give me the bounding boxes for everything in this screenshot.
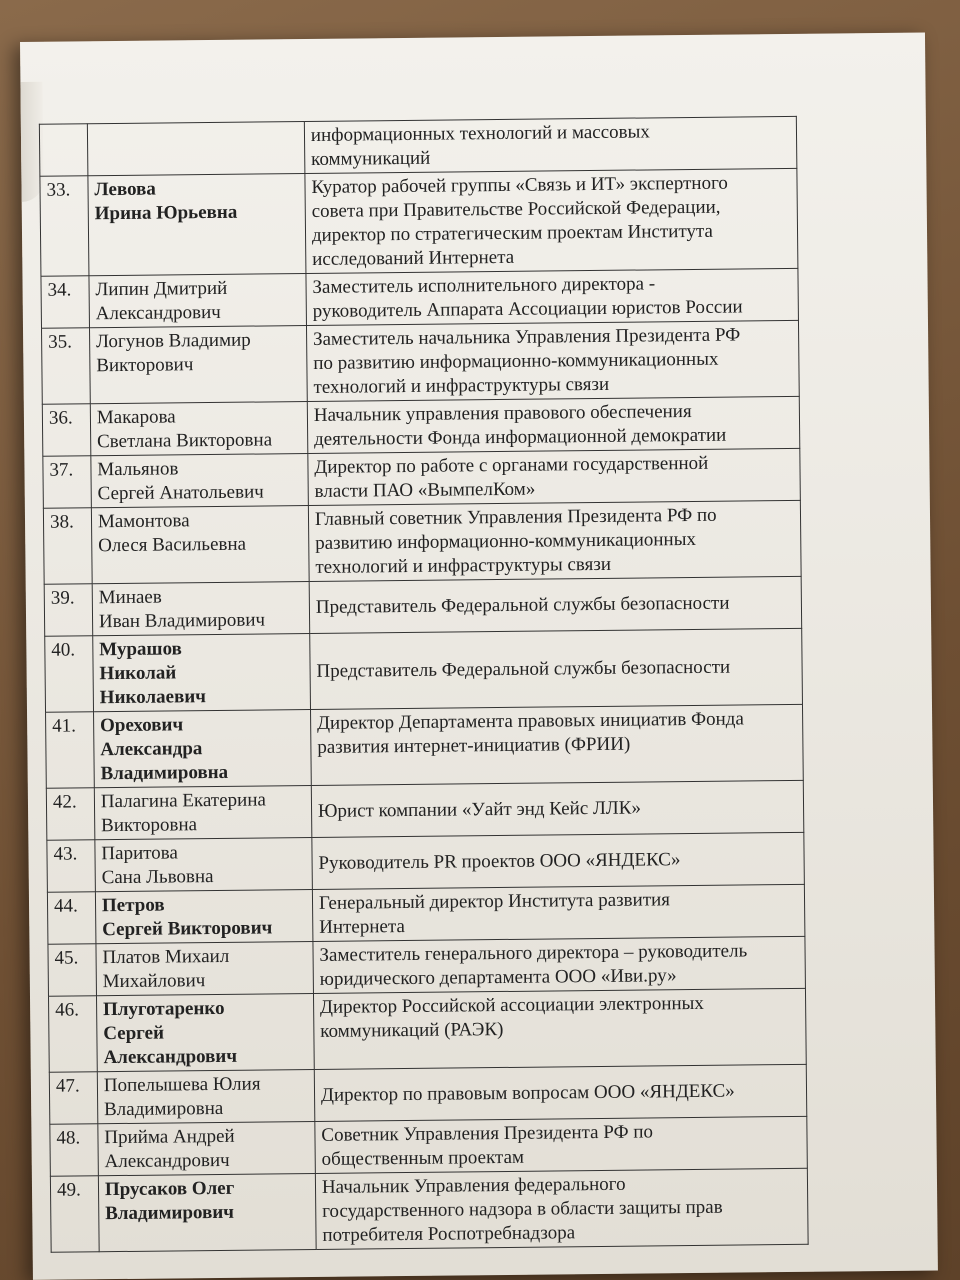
table-row xyxy=(47,884,805,944)
table-row xyxy=(50,1116,808,1176)
member-name-line: Олеся Васильевна xyxy=(98,533,247,557)
member-name-line: Сергей Анатольевич xyxy=(97,481,264,505)
member-position xyxy=(312,832,805,889)
member-name-line: Левова xyxy=(94,178,156,201)
member-position xyxy=(308,500,801,581)
member-position-line: информационных технологий и массовых xyxy=(310,121,650,146)
member-name xyxy=(91,506,309,584)
member-position-line: Начальник Управления федерального xyxy=(321,1173,626,1198)
row-number: 40. xyxy=(45,636,94,712)
member-position-line: технологий и инфраструктуры связи xyxy=(313,373,610,398)
member-name xyxy=(96,941,314,995)
table-row xyxy=(41,268,799,328)
member-position-line: Директор Департамента правовых инициатив Фонда xyxy=(316,708,744,734)
member-position-line: общественным проектам xyxy=(321,1146,525,1170)
member-name xyxy=(98,1173,316,1251)
member-name xyxy=(87,122,305,176)
member-name xyxy=(98,1121,316,1175)
member-position-line: Директор по работе с органами государственной xyxy=(314,452,709,478)
members-table-body xyxy=(39,116,808,1252)
member-name-line: Палагина Екатерина xyxy=(100,789,266,813)
member-name-line: Владимировна xyxy=(103,1097,224,1121)
member-name xyxy=(97,1069,315,1123)
member-position-line: Советник Управления Президента РФ по xyxy=(321,1121,654,1146)
table-row xyxy=(39,116,797,176)
member-name-line: Минаев xyxy=(98,586,162,609)
member-name-line: Логунов Владимир xyxy=(95,329,251,353)
member-name-line: Александрович xyxy=(103,1045,238,1069)
row-number: 49. xyxy=(50,1176,99,1252)
member-position-line: потребителя Роспотребнадзора xyxy=(322,1222,576,1246)
table-row xyxy=(40,168,798,276)
member-name xyxy=(96,993,314,1071)
row-number: 39. xyxy=(44,584,92,636)
member-name xyxy=(90,402,308,456)
member-name-line: Паритова xyxy=(101,842,179,865)
member-name-line: Прийма Андрей xyxy=(104,1125,235,1149)
member-name xyxy=(95,889,313,943)
member-position xyxy=(315,1116,808,1173)
member-position xyxy=(306,268,799,325)
member-name-line: Платов Михаил xyxy=(102,945,230,969)
member-position-line: Начальник управления правового обеспечения xyxy=(313,400,692,426)
member-position-line: Главный советник Управления Президента РФ по xyxy=(314,504,717,530)
member-position-line: Генеральный директор Института развития xyxy=(318,889,671,914)
member-name xyxy=(91,454,309,508)
member-name xyxy=(93,709,311,787)
member-name-line: Петров xyxy=(101,894,165,917)
member-position-line: Заместитель начальника Управления Президента РФ xyxy=(312,324,741,350)
member-name-line: Владимирович xyxy=(105,1201,235,1225)
member-position-line: Директор Российской ассоциации электронных xyxy=(319,992,704,1018)
member-position-line: по развитию информационно-коммуникационных xyxy=(313,348,719,374)
member-position-line: Заместитель исполнительного директора - xyxy=(312,273,656,298)
member-name-line: Сана Львовна xyxy=(101,866,214,889)
member-position xyxy=(305,168,798,273)
member-name-line: Николаевич xyxy=(99,686,207,709)
member-position-line: деятельности Фонда информационной демократии xyxy=(313,424,727,450)
table-row xyxy=(44,576,802,636)
row-number: 43. xyxy=(47,840,95,892)
member-name xyxy=(92,582,310,636)
member-name-line: Викторовна xyxy=(100,814,198,837)
member-name-line: Орехович xyxy=(99,714,184,737)
member-position-line: государственного надзора в области защиты прав xyxy=(322,1196,723,1222)
member-position xyxy=(315,1168,808,1249)
member-name-line: Александрович xyxy=(95,301,221,325)
member-position xyxy=(307,396,800,453)
row-number: 37. xyxy=(43,456,91,508)
row-number: 38. xyxy=(43,508,92,584)
member-name-line: Попелышева Юлия xyxy=(103,1073,261,1097)
member-name-line: Мурашов xyxy=(99,638,182,661)
member-position-line: директор по стратегическим проектам Института xyxy=(311,220,714,246)
row-number: 36. xyxy=(42,404,90,456)
member-name xyxy=(95,837,313,891)
member-position xyxy=(311,780,804,837)
table-row xyxy=(50,1168,808,1252)
member-name-line: Михайлович xyxy=(102,970,206,993)
table-row xyxy=(43,500,801,584)
row-number: 47. xyxy=(49,1072,97,1124)
document-page xyxy=(20,33,938,1280)
member-position xyxy=(309,576,802,633)
member-position-line: Куратор рабочей группы «Связь и ИТ» экспертного xyxy=(311,172,728,198)
member-position-line: развитию информационно-коммуникационных xyxy=(315,528,697,554)
table-row xyxy=(45,628,803,712)
member-position xyxy=(313,988,806,1069)
member-position-line: Директор по правовым вопросам ООО «ЯНДЕКС» xyxy=(320,1080,735,1106)
member-name xyxy=(88,174,306,276)
member-position-line: совета при Правительстве Российской Федерации, xyxy=(311,196,721,222)
member-name-line: Липин Дмитрий xyxy=(95,277,228,301)
member-position-line: юридического департамента ООО «Иви.ру» xyxy=(319,965,677,990)
member-position xyxy=(308,448,801,505)
row-number: 35. xyxy=(41,328,90,404)
member-name-line: Мальянов xyxy=(97,458,179,481)
member-position-line: исследований Интернета xyxy=(312,246,515,270)
row-number: 41. xyxy=(46,712,95,788)
row-number: 48. xyxy=(50,1124,98,1176)
table-row xyxy=(48,988,806,1072)
member-name-line: Иван Владимирович xyxy=(98,609,266,633)
table-row xyxy=(46,704,804,788)
member-name-line: Плуготаренко xyxy=(102,997,225,1021)
member-position-line: Юрист компании «Уайт энд Кейс ЛЛК» xyxy=(317,797,642,822)
member-position xyxy=(306,320,799,401)
member-position-line: руководитель Аппарата Ассоциации юристов России xyxy=(312,296,743,322)
member-name-line: Макарова xyxy=(96,406,176,429)
table-row xyxy=(46,780,804,840)
row-number: 46. xyxy=(48,996,97,1072)
row-number: 34. xyxy=(41,276,89,328)
member-name-line: Сергей xyxy=(103,1022,165,1045)
table-row xyxy=(47,832,805,892)
row-number: 42. xyxy=(46,788,94,840)
member-name xyxy=(94,785,312,839)
row-number: 45. xyxy=(48,944,96,996)
member-position xyxy=(310,628,803,709)
member-name xyxy=(89,326,307,404)
row-number xyxy=(39,124,87,176)
member-position-line: Представитель Федеральной службы безопасности xyxy=(315,592,730,618)
table-row xyxy=(48,936,806,996)
member-name-line: Прусаков Олег xyxy=(104,1177,235,1201)
member-name-line: Сергей Викторович xyxy=(102,917,273,941)
member-position-line: технологий и инфраструктуры связи xyxy=(315,553,612,578)
member-name-line: Владимировна xyxy=(100,761,229,785)
member-name-line: Викторович xyxy=(96,354,194,377)
member-position xyxy=(312,884,805,941)
member-name xyxy=(89,274,307,328)
member-name-line: Мамонтова xyxy=(97,510,190,533)
row-number: 33. xyxy=(40,176,89,276)
member-position-line: Представитель Федеральной службы безопасности xyxy=(316,656,731,682)
table-row xyxy=(41,320,799,404)
member-position xyxy=(314,1064,807,1121)
member-position xyxy=(304,116,797,173)
member-position-line: Руководитель PR проектов ООО «ЯНДЕКС» xyxy=(318,849,681,874)
table-row xyxy=(42,396,800,456)
member-position xyxy=(310,704,803,785)
member-position-line: власти ПАО «ВымпелКом» xyxy=(314,478,536,502)
member-name-line: Светлана Викторовна xyxy=(96,429,273,453)
member-name xyxy=(93,633,311,711)
row-number: 44. xyxy=(47,892,95,944)
member-position-line: Интернета xyxy=(319,916,405,938)
member-name-line: Николай xyxy=(99,662,177,685)
member-name-line: Ирина Юрьевна xyxy=(94,201,238,225)
member-name-line: Александрович xyxy=(104,1149,230,1173)
table-row xyxy=(49,1064,807,1124)
member-position-line: Заместитель генерального директора – руководитель xyxy=(319,940,748,966)
member-position-line: развития интернет-инициатив (ФРИИ) xyxy=(317,733,631,758)
member-position-line: коммуникаций (РАЭК) xyxy=(320,1018,504,1042)
member-position-line: коммуникаций xyxy=(311,147,431,170)
member-name-line: Александра xyxy=(100,738,203,761)
table-row xyxy=(43,448,801,508)
members-table xyxy=(39,116,809,1253)
member-position xyxy=(313,936,806,993)
